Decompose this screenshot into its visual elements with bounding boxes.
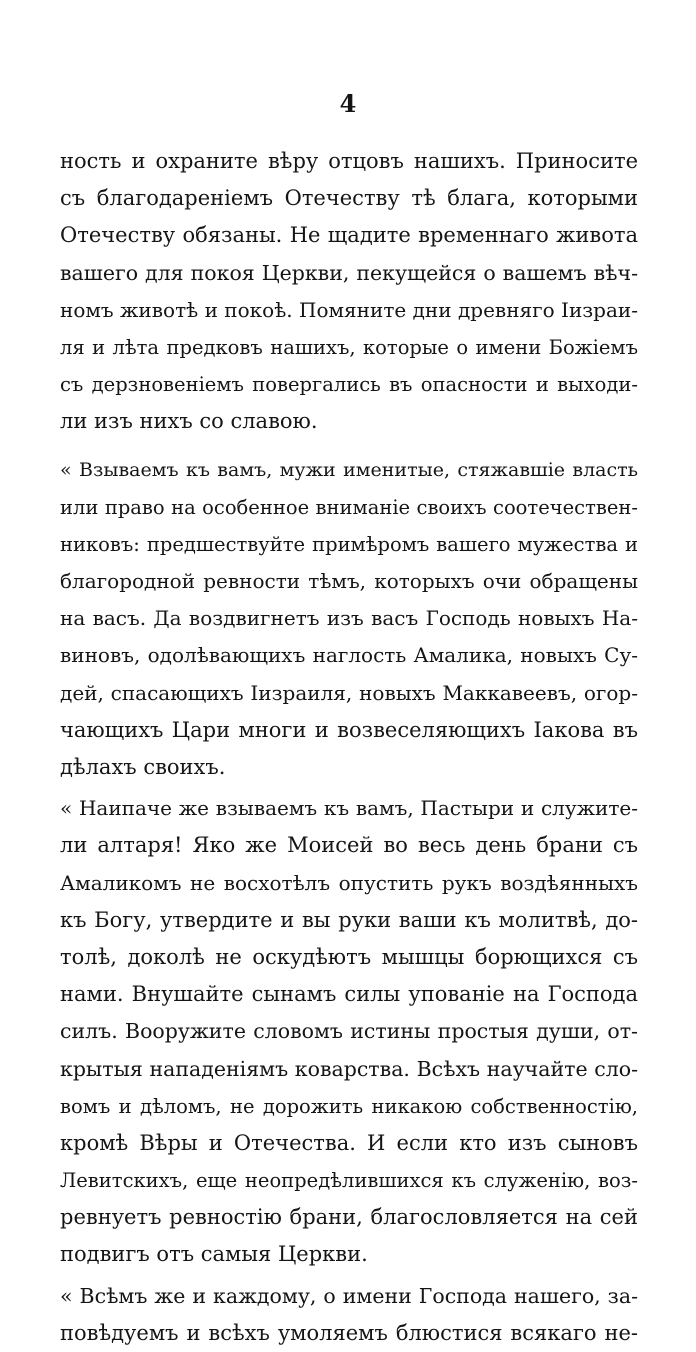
text-line: виновъ, одолѣвающихъ наглость Амалика, новыхъ Су- <box>60 643 638 668</box>
text-line: дей, спасающихъ Iизраиля, новыхъ Маккавеевъ, огор- <box>60 680 638 705</box>
text-line: Левитскихъ, еще неопредѣлившихся къ служенiю, воз- <box>60 1169 638 1193</box>
page-number: 4 <box>339 89 357 118</box>
text-line: съ дерзновенiемъ повергались въ опасности и выходи- <box>60 373 638 397</box>
text-line: ли изъ нихъ со славою. <box>60 409 318 434</box>
text-line: « Наипаче же взываемъ къ вамъ, Пастыри и служите- <box>60 796 638 821</box>
text-line: нами. Внушайте сынамъ силы упованiе на Господа <box>60 982 638 1007</box>
paragraph <box>60 790 638 1273</box>
text-line: или право на особенное вниманiе своихъ соотечествен- <box>60 495 638 519</box>
text-line: « Взываемъ къ вамъ, мужи именитые, стяжавшiе власть <box>60 458 638 481</box>
paragraph <box>60 452 638 787</box>
text-line: ревнуетъ ревностiю брани, благословляется на сей <box>60 1205 638 1230</box>
text-line: вашего для покоя Церкви, пекущейся о вашемъ вѣч- <box>60 260 638 285</box>
text-line: крытыя нападенiямъ коварства. Всѣхъ научайте сло- <box>60 1056 638 1081</box>
text-line: благородной ревности тѣмъ, которыхъ очи обращены <box>60 569 638 594</box>
text-line: силъ. Вооружите словомъ истины простыя души, от- <box>60 1019 638 1044</box>
text-line: кромѣ Вѣры и Отечества. И если кто изъ сыновъ <box>60 1130 638 1155</box>
text-line: номъ животѣ и покоѣ. Помяните дни древняго Iизраи- <box>60 297 638 322</box>
text-line: ля и лѣта предковъ нашихъ, которые о имени Божiемъ <box>60 335 638 359</box>
text-line: Отечеству обязаны. Не щадите временнаго живота <box>60 223 638 248</box>
text-line: дѣлахъ своихъ. <box>60 755 226 779</box>
text-line: подвигъ отъ самыя Церкви. <box>60 1242 368 1267</box>
page-body-text <box>60 143 638 1352</box>
text-line: толѣ, доколѣ не оскудѣютъ мышцы борющихся съ <box>60 944 638 969</box>
text-line: повѣдуемъ и всѣхъ умоляемъ блюстися всякаго не- <box>60 1320 638 1345</box>
text-line: къ Богу, утвердите и вы руки ваши къ молитвѣ, до- <box>60 907 638 932</box>
text-line: на васъ. Да воздвигнетъ изъ васъ Господь новыхъ На- <box>60 606 638 631</box>
text-line: вомъ и дѣломъ, не дорожить никакою собственностiю, <box>60 1094 638 1118</box>
text-line: « Всѣмъ же и каждому, о имени Господа нашего, за- <box>60 1283 638 1308</box>
text-line: Амаликомъ не восхотѣлъ опустить рукъ воздѣянныхъ <box>60 870 638 895</box>
paragraph <box>60 1278 638 1352</box>
text-line: ли алтаря! Яко же Моисей во весь день брани съ <box>60 833 638 858</box>
text-line: никовъ: предшествуйте примѣромъ вашего мужества и <box>60 532 638 556</box>
text-line: ность и охраните вѣру отцовъ нашихъ. Приносите <box>60 149 638 173</box>
text-line: чающихъ Цари многи и возвеселяющихъ Iакова въ <box>60 717 638 742</box>
paragraph-gap <box>60 441 638 452</box>
text-line: съ благодаренiемъ Отечеству тѣ блага, которыми <box>60 186 638 211</box>
paragraph <box>60 143 638 441</box>
